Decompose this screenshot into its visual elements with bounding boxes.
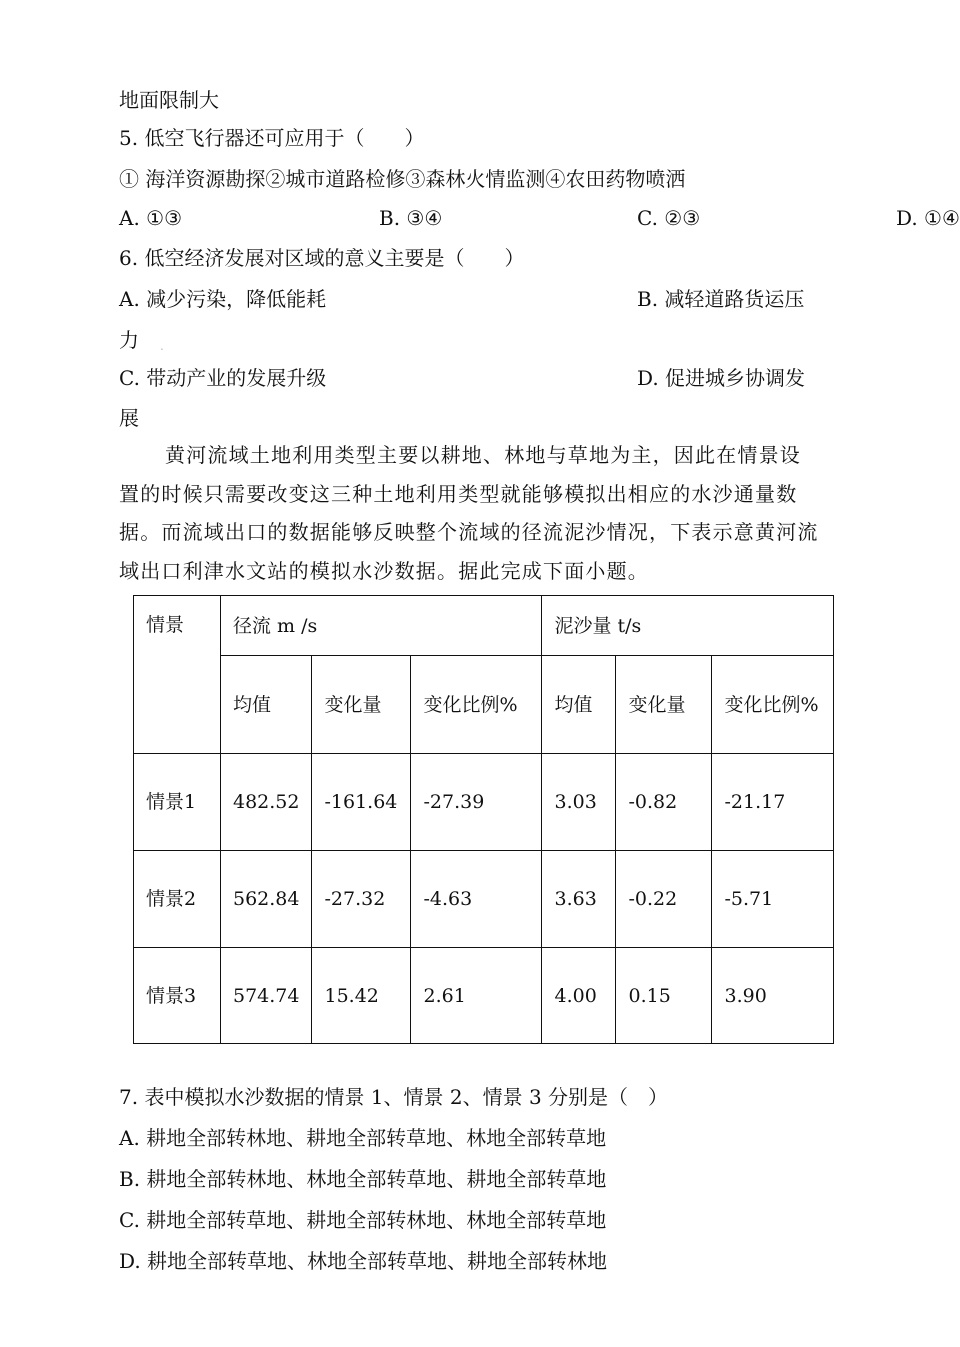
- question-5-stem: 5. 低空飞行器还可应用于（ ）: [119, 126, 425, 150]
- question-7-option-a: A. 耕地全部转林地、耕地全部转草地、林地全部转草地: [119, 1126, 607, 1150]
- table-cell: 3.63: [542, 851, 616, 948]
- table-cell: 2.61: [411, 948, 542, 1044]
- table-cell: -161.64: [312, 754, 411, 851]
- table-subheader: 变化比例%: [411, 656, 542, 754]
- question-6-option-d-wrap: 展: [119, 406, 139, 430]
- table-cell: -5.71: [712, 851, 834, 948]
- table-row-label: 情景2: [134, 851, 221, 948]
- question-6-option-a: A. 减少污染，降低能耗: [119, 287, 327, 311]
- table-cell: -0.82: [616, 754, 712, 851]
- question-5-option-d: D. ①④: [896, 206, 960, 230]
- table-row-label: 情景1: [134, 754, 221, 851]
- question-7-stem: 7. 表中模拟水沙数据的情景 1、情景 2、情景 3 分别是（ ）: [119, 1085, 669, 1109]
- top-fragment: 地面限制大: [119, 88, 219, 112]
- question-6-option-b-wrap: 力: [119, 328, 139, 352]
- table-row: [134, 851, 834, 948]
- table-cell: -4.63: [411, 851, 542, 948]
- table-cell: 0.15: [616, 948, 712, 1044]
- question-5-option-c: C. ②③: [637, 206, 701, 230]
- table-cell: 562.84: [221, 851, 312, 948]
- table-subheader: 变化量: [312, 656, 411, 754]
- question-7-option-c: C. 耕地全部转草地、耕地全部转林地、林地全部转草地: [119, 1208, 607, 1232]
- table-cell: 482.52: [221, 754, 312, 851]
- table-row: [134, 754, 834, 851]
- question-6-stem: 6. 低空经济发展对区域的意义主要是（ ）: [119, 246, 525, 270]
- table-corner-header: 情景: [134, 596, 221, 754]
- table-cell: -21.17: [712, 754, 834, 851]
- table-group-runoff: 径流 m /s: [221, 596, 542, 656]
- table-subheader: 均值: [221, 656, 312, 754]
- table-row: [134, 948, 834, 1044]
- table-group-sediment: 泥沙量 t/s: [542, 596, 834, 656]
- table-cell: 4.00: [542, 948, 616, 1044]
- question-6-option-c: C. 带动产业的发展升级: [119, 366, 327, 390]
- table-cell: 3.90: [712, 948, 834, 1044]
- question-5-items: ① 海洋资源勘探②城市道路检修③森林火情监测④农田药物喷洒: [119, 167, 686, 191]
- table-cell: 3.03: [542, 754, 616, 851]
- table-cell: -27.39: [411, 754, 542, 851]
- table-subheader: 变化量: [616, 656, 712, 754]
- question-6-option-d: D. 促进城乡协调发: [637, 366, 806, 390]
- table-cell: -0.22: [616, 851, 712, 948]
- question-5-option-b: B. ③④: [379, 206, 443, 230]
- passage: [119, 436, 819, 590]
- table-cell: 574.74: [221, 948, 312, 1044]
- question-7-option-d: D. 耕地全部转草地、林地全部转草地、耕地全部转林地: [119, 1249, 608, 1273]
- question-6-option-b: B. 减轻道路货运压: [637, 287, 805, 311]
- question-7-option-b: B. 耕地全部转林地、林地全部转草地、耕地全部转草地: [119, 1167, 607, 1191]
- stray-mark: .: [160, 339, 164, 353]
- passage-text: 黄河流域土地利用类型主要以耕地、林地与草地为主，因此在情景设置的时候只需要改变这三种土地利用类型就能够模拟出相应的水沙通量数据。而流域出口的数据能够反映整个流域的径流泥沙情况，下表示意黄河流域出口利津水文站的模拟水沙数据。据此完成下面小题。: [119, 443, 819, 583]
- table-cell: 15.42: [312, 948, 411, 1044]
- table-subheader: 变化比例%: [712, 656, 834, 754]
- table-cell: -27.32: [312, 851, 411, 948]
- water-sediment-table: [133, 595, 834, 1044]
- table-row-label: 情景3: [134, 948, 221, 1044]
- table-subheader: 均值: [542, 656, 616, 754]
- question-5-option-a: A. ①③: [119, 206, 183, 230]
